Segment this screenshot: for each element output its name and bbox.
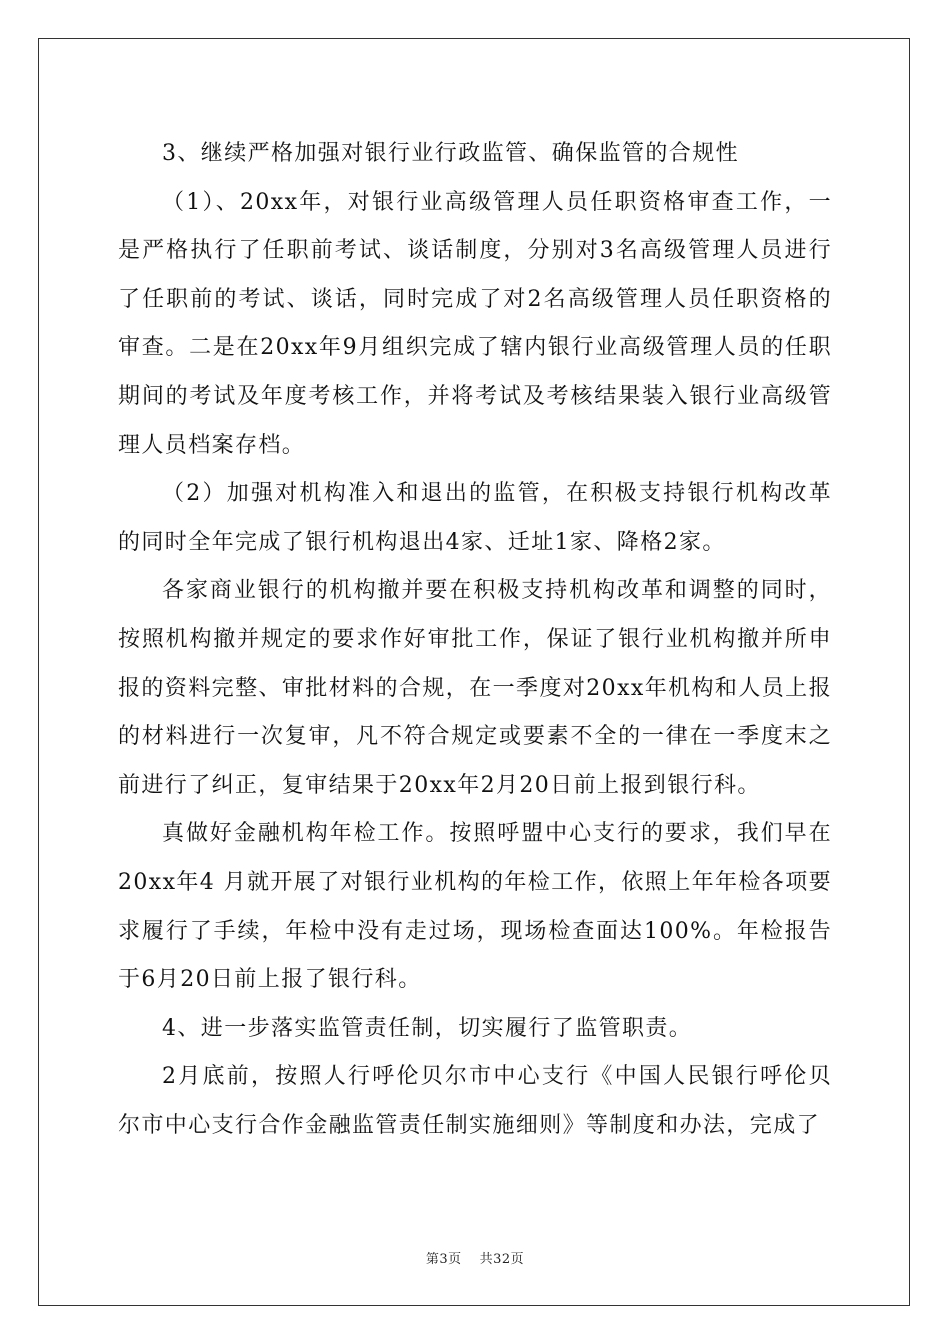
page-total: 共32页	[479, 1252, 525, 1267]
paragraph-section-4-heading: 4、进一步落实监管责任制，切实履行了监管职责。	[162, 1015, 693, 1041]
paragraph-annual-inspection: 真做好金融机构年检工作。按照呼盟中心支行的要求，我们早在20xx年4 月就开展了对银行业机构的年检工作，依照上年年检各项要求履行了手续，年检中没有走过场，现场检查面达100%。年检报告于6月20日前上报了银行科。	[118, 821, 833, 993]
paragraph-bank-merger: 各家商业银行的机构撤并要在积极支持机构改革和调整的同时，按照机构撤并规定的要求作好审批工作，保证了银行业机构撤并所申报的资料完整、审批材料的合规，在一季度对20xx年机构和人员上报的材料进行一次复审，凡不符合规定或要素不全的一律在一季度末之前进行了纠正，复审结果于20xx年2月20日前上报到银行科。	[118, 578, 832, 798]
paragraph-item-1: （1）、20xx年，对银行业高级管理人员任职资格审查工作，一是严格执行了任职前考试、谈话制度，分别对3名高级管理人员进行了任职前的考试、谈话，同时完成了对2名高级管理人员任职资格的审查。二是在20xx年9月组织完成了辖内银行业高级管理人员的任职期间的考试及年度考核工作，并将考试及考核结果装入银行业高级管理人员档案存档。	[118, 189, 832, 458]
paragraph-section-3-heading: 3、继续严格加强对银行业行政监管、确保监管的合规性	[162, 141, 739, 166]
page-number: 第3页	[425, 1252, 462, 1267]
page-footer	[0, 1248, 950, 1267]
paragraph-item-2: （2）加强对机构准入和退出的监管，在积极支持银行机构改革的同时全年完成了银行机构退出4家、迁址1家、降格2家。	[118, 481, 832, 555]
document-body	[118, 130, 832, 1150]
paragraph-responsibility: 2月底前，按照人行呼伦贝尔市中心支行《中国人民银行呼伦贝尔市中心支行合作金融监管责任制实施细则》等制度和办法，完成了	[118, 1064, 832, 1138]
